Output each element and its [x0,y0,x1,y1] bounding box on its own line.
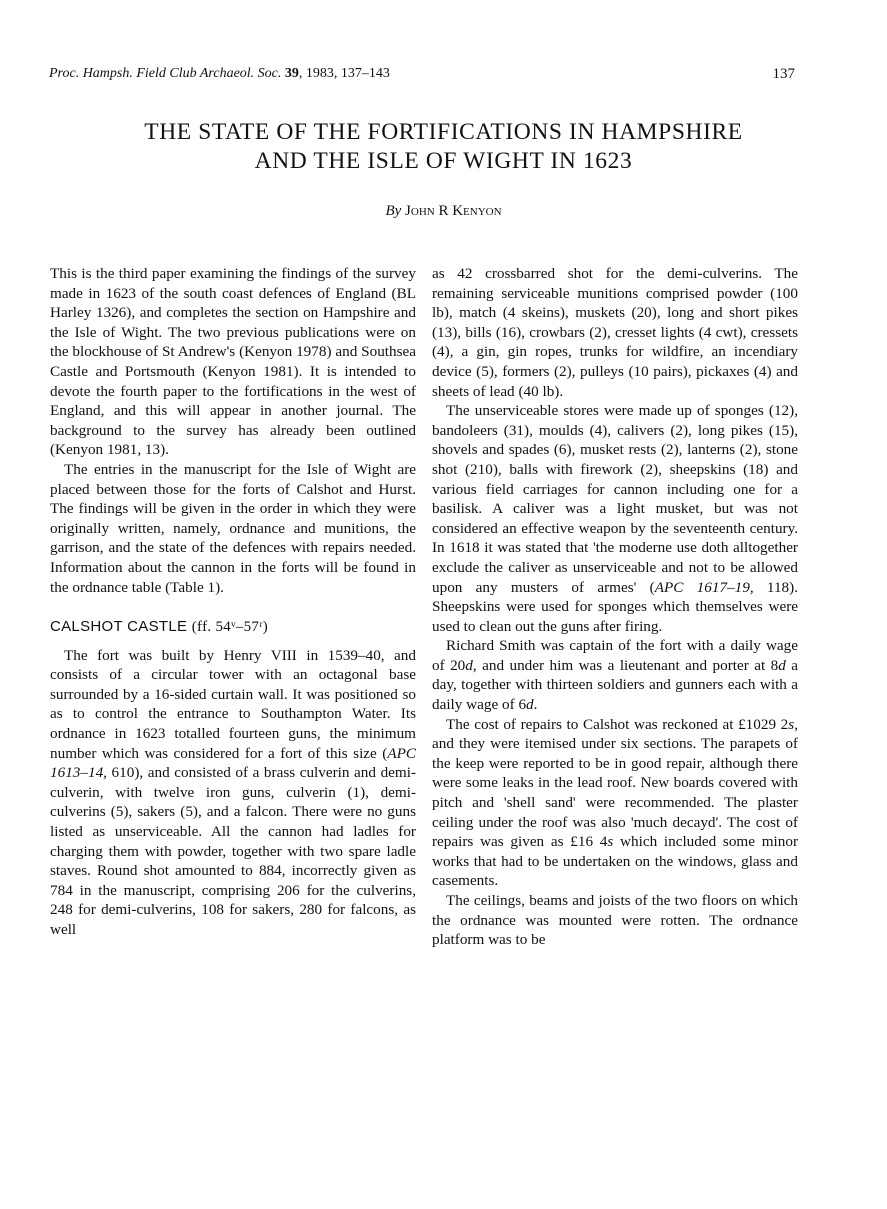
section-heading-calshot [50,617,416,638]
article-title-line-1: THE STATE OF THE FORTIFICATIONS IN HAMPSHIRE [144,119,743,145]
order-paragraph: The entries in the manuscript for the Isle of Wight are placed between those for the forts of Calshot and Hurst. The findings will be given in the order in which they were originally written, namely, ordnance and munitions, the garrison, and the state of the defences with repairs needed. Information about the cannon in the forts will be found in the ordnance table (Table 1). [50,460,416,596]
shilling-symbol: s [607,833,614,851]
ceilings-paragraph: The ceilings, beams and joists of the two floors on which the ordnance was mounted were rotten. The ordnance platform was to be [432,892,798,949]
paragraph-text: The unserviceable stores were made up of sponges (12), bandoleers (31), moulds (4), calivers (2), long pikes (15), shovels and spades (6), musket rests (2), lanterns (2), stone shot (210), balls with firework (2), sheepskins (18) and various field carriages for cannon including one for a basilisk. A caliver was a light musket, but was not considered an effective weapon by the seventeenth century. In 1618 it was stated that 'the moderne use doth alltogether exclude the caliver as unserviceable and not to be allowed upon any musters of armes' ( [432,402,798,596]
running-header [49,66,795,88]
paragraph-text: The cost of repairs to Calshot was reckoned at £1029 2 [446,715,789,733]
intro-paragraph: This is the third paper examining the findings of the survey made in 1623 of the south coast defences of England (BL Harley 1326), and completes the section on Hampshire and the Isle of Wight. The two previous publications were on the blockhouse of St Andrew's (Kenyon 1978) and Southsea Castle and Portsmouth (Kenyon 1981). It is intended to devote the fourth paper to the fortifications in the west of England, and this will appear in another journal. The background to the survey has already been outlined (Kenyon 1981, 13). [50,265,416,459]
pence-symbol: d [526,696,534,714]
citation-apc: APC 1613–14 [50,744,416,782]
pence-symbol: d [465,656,473,674]
garrison-paragraph [432,636,798,714]
unserviceable-stores-paragraph [432,401,798,636]
paragraph-text: The fort was built by Henry VIII in 1539–40, and consists of a circular tower with an octagonal base surrounded by a 16-sided curtain wall. It was positioned so as to control the entrance to Southampton Water. Its ordnance in 1623 totalled fourteen guns, the minimum number which was considered for a fort of this size ( [50,646,416,762]
paragraph-text: . [533,696,538,714]
author-byline [0,203,887,220]
paragraph-text: , and they were itemised under six sections. The parapets of the keep were reported to be in good repair, although there were some leaks in the lead roof. New boards covered with pitch and 'shell sand' were recommended. The plaster ceiling under the roof was also 'much decayd'. The cost of repairs was given as £16 4 [432,715,798,851]
section-heading-folio-ref: (ff. 54ᵛ–57ʳ) [191,619,269,636]
paragraph-text: which included some minor works that had to be undertaken on the windows, glass and casements. [432,833,798,890]
paragraph-text: a day, together with thirteen soldiers and gunners each with a daily wage of 6 [432,656,798,714]
section-heading-text: CALSHOT CASTLE [50,618,188,636]
journal-citation [49,66,390,82]
author-name: John R Kenyon [405,203,502,219]
article-title-line-2: AND THE ISLE OF WIGHT IN 1623 [254,148,633,174]
paragraph-text: , 118). Sheepskins were used for sponges which themselves were used to clean out the guns after firing. [432,578,799,635]
journal-name: Proc. Hampsh. Field Club Archaeol. Soc. [49,66,282,81]
paragraph-text: , 610), and consisted of a brass culverin and demi-culverin, with twelve iron guns, culverin (1), demi-culverins (5), sakers (5), and a falcon. There were no guns listed as unserviceable. All the cannon had ladles for charging them with powder, together with two spare ladle staves. Round shot amounted to 884, incorrectly given as 784 in the manuscript, comprising 206 for the culverins, 248 for demi-culverins, 108 for sakers, 280 for falcons, as well [50,764,416,938]
journal-volume: 39 [284,66,299,81]
citation-apc: APC 1617–19 [654,578,750,596]
journal-year-pages: , 1983, 137–143 [298,66,390,81]
page-number: 137 [772,66,795,82]
byline-by: By [385,203,402,219]
shilling-symbol: s [788,715,795,733]
left-column [50,264,416,940]
calshot-ordnance-paragraph [50,646,416,940]
paragraph-text: Richard Smith was captain of the fort with a daily wage of 20 [432,637,798,674]
pence-symbol: d [778,656,786,674]
right-column [432,264,798,950]
munitions-paragraph: as 42 crossbarred shot for the demi-culverins. The remaining serviceable munitions comprised powder (100 lb), match (4 skeins), muskets (20), long and short pikes (13), bills (16), crowbars (2), cresset lights (4 cwt), cressets (4), a gin, gin ropes, trunks for wildfire, an incendiary device (5), formers (2), pulleys (10 pairs), pickaxes (4) and sheets of lead (40 lb). [432,265,798,400]
paragraph-text: , and under him was a lieutenant and porter at 8 [472,656,779,674]
article-title [40,118,847,176]
repairs-cost-paragraph [432,715,798,891]
